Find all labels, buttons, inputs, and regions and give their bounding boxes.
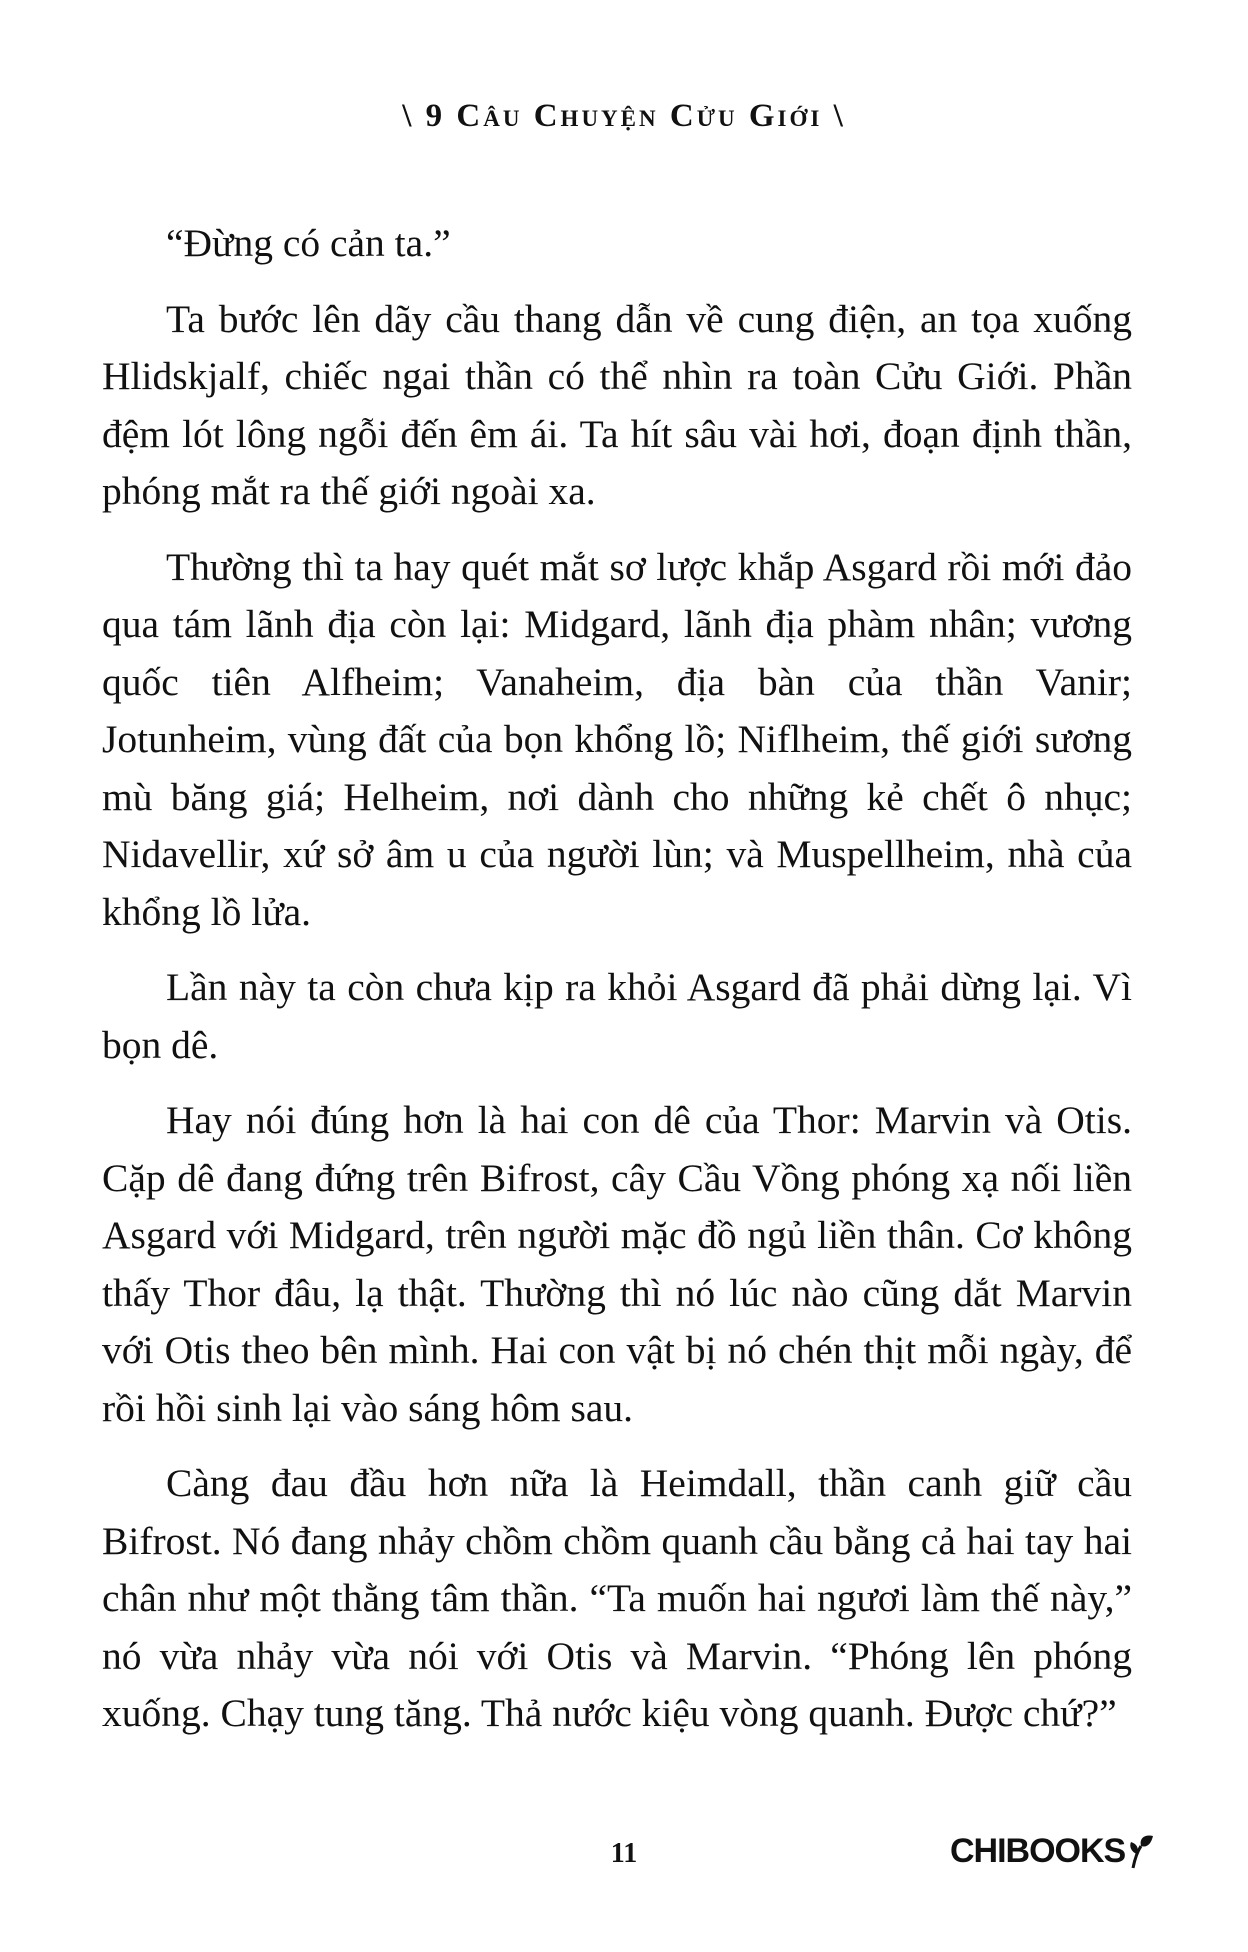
paragraph: Lần này ta còn chưa kịp ra khỏi Asgard đã phải dừng lại. Vì bọn dê. bbox=[102, 965, 1132, 1067]
page-number: 11 bbox=[610, 1838, 638, 1869]
leaf-sprout-icon bbox=[1127, 1834, 1157, 1870]
running-header: \ 9 Câu Chuyện Cửu Giới \ bbox=[402, 98, 846, 134]
paragraph: “Đừng có cản ta.” bbox=[166, 221, 451, 265]
publisher-name: CHIBOOKS bbox=[950, 1832, 1126, 1870]
publisher-logo bbox=[950, 1832, 1157, 1871]
body-text bbox=[102, 215, 1132, 1761]
paragraph: Thường thì ta hay quét mắt sơ lược khắp Asgard rồi mới đảo qua tám lãnh địa còn lại: Midgard, lãnh địa phàm nhân; vương quốc tiên Alfheim; Vanaheim, địa bàn của thần Vanir; Jotunheim, vùng đất của bọn khổng lồ; Niflheim, thế giới sương mù băng giá; Helheim, nơi dành cho những kẻ chết ô nhục; Nidavellir, xứ sở âm u của người lùn; và Muspellheim, nhà của khổng lồ lửa. bbox=[102, 544, 1132, 934]
paragraph: Càng đau đầu hơn nữa là Heimdall, thần canh giữ cầu Bifrost. Nó đang nhảy chồm chồm quanh cầu bằng cả hai tay hai chân như một thằng tâm thần. “Ta muốn hai ngươi làm thế này,” nó vừa nhảy vừa nói với Otis và Marvin. “Phóng lên phóng xuống. Chạy tung tăng. Thả nước kiệu vòng quanh. Được chứ?” bbox=[102, 1461, 1132, 1735]
paragraph: Ta bước lên dãy cầu thang dẫn về cung điện, an tọa xuống Hlidskjalf, chiếc ngai thần có thể nhìn ra toàn Cửu Giới. Phần đệm lót lông ngỗi đến êm ái. Ta hít sâu vài hơi, đoạn định thần, phóng mắt ra thế giới ngoài xa. bbox=[102, 296, 1132, 513]
paragraph: Hay nói đúng hơn là hai con dê của Thor: Marvin và Otis. Cặp dê đang đứng trên Bifrost, cây Cầu Vồng phóng xạ nối liền Asgard với Midgard, trên người mặc đồ ngủ liền thân. Cơ không thấy Thor đâu, lạ thật. Thường thì nó lúc nào cũng dắt Marvin với Otis theo bên mình. Hai con vật bị nó chén thịt mỗi ngày, để rồi hồi sinh lại vào sáng hôm sau. bbox=[102, 1098, 1132, 1430]
